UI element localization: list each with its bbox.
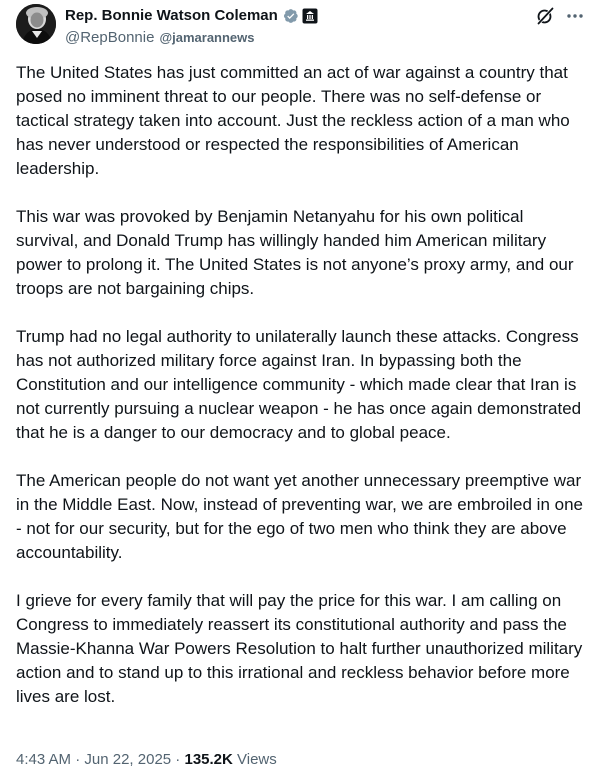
more-options-icon[interactable] xyxy=(565,6,585,26)
post-time[interactable]: 4:43 AM xyxy=(16,751,72,768)
views-label: Views xyxy=(232,751,277,768)
author-display-name[interactable]: Rep. Bonnie Watson Coleman xyxy=(65,7,278,24)
post-date[interactable]: Jun 22, 2025 xyxy=(84,751,172,768)
name-row xyxy=(65,5,318,26)
tweet-text xyxy=(16,61,588,709)
handle-row xyxy=(65,27,318,47)
tweet-meta xyxy=(16,750,277,770)
avatar[interactable] xyxy=(16,4,56,44)
author-handle[interactable]: @RepBonnie xyxy=(65,28,155,46)
verified-badge-icon[interactable] xyxy=(281,7,299,25)
tweet-header xyxy=(16,4,585,48)
header-actions xyxy=(535,6,585,26)
tweet-paragraph: The United States has just committed an act of war against a country that posed no imminent threat to our people. There was no self-defense or tactical strategy taken into account. Just the reckless action of a man who has never understood or respected the responsibilities of American leadership. xyxy=(16,63,570,178)
tweet-paragraph: This war was provoked by Benjamin Netanyahu for his own political survival, and Donald Trump has willingly handed him American military power to prolong it. The United States is not anyone’s proxy army, and our troops are not bargaining chips. xyxy=(16,207,574,298)
author-names xyxy=(65,5,318,47)
meta-separator: · xyxy=(171,751,185,768)
via-handle[interactable]: @jamarannews xyxy=(159,29,255,45)
tweet-paragraph: Trump had no legal authority to unilaterally launch these attacks. Congress has not authorized military force against Iran. In bypassing both the Constitution and our intelligence community - which made clear that Iran is not currently pursuing a nuclear weapon - he has once again demonstrated that he is a danger to our democracy and to global peace. xyxy=(16,327,582,442)
government-affiliation-icon[interactable] xyxy=(302,8,318,24)
grok-icon[interactable] xyxy=(535,6,555,26)
tweet-paragraph: The American people do not want yet another unnecessary preemptive war in the Middle East. Now, instead of preventing war, we are embroiled in one - not for our security, but for the ego of two men who think they are above accountability. xyxy=(16,471,583,562)
tweet-paragraph: I grieve for every family that will pay the price for this war. I am calling on Congress to immediately reassert its constitutional authority and pass the Massie-Khanna War Powers Resolution to halt further unauthorized military action and to stand up to this irrational and reckless behavior before more lives are lost. xyxy=(16,591,583,706)
meta-separator: · xyxy=(71,751,85,768)
portrait-avatar-icon xyxy=(16,4,56,44)
views-count[interactable]: 135.2K xyxy=(184,751,233,768)
